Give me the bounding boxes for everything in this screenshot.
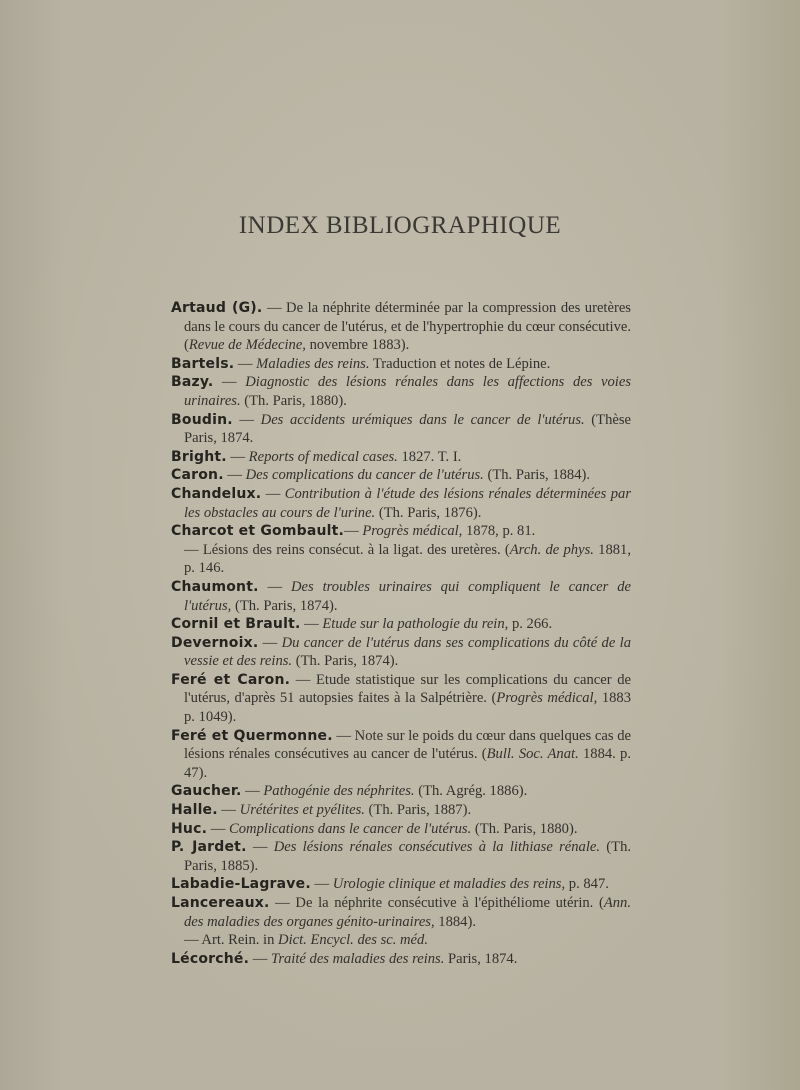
entry-author: Bazy.: [171, 374, 214, 391]
entry-title: Progrès médical,: [362, 523, 463, 540]
entry-text: —: [261, 485, 285, 502]
bibliography-entry: [171, 615, 631, 634]
entry-author: Chandelux.: [171, 485, 262, 502]
entry-author: Lancereaux.: [171, 895, 270, 911]
entry-text: — De la néphrite consécutive à l'épithéliome utérin. (: [269, 895, 604, 911]
entry-title: Arch. de phys.: [509, 541, 594, 558]
bibliography-entry: [171, 950, 631, 969]
entry-text: 1884. p. 47).: [184, 746, 631, 781]
entry-text: —: [310, 876, 333, 893]
entry-text: novembre 1883).: [305, 337, 410, 354]
bibliography-entry: [171, 727, 631, 783]
entry-title: Diagnostic des lésions rénales dans les affections des voies urinaires.: [184, 374, 631, 409]
entry-text: —: [258, 578, 292, 595]
bibliography-entry: [171, 634, 631, 671]
bibliography-entry: [171, 578, 631, 615]
entry-text: —: [246, 839, 274, 856]
entry-title: Dict. Encycl. des sc. méd.: [278, 932, 428, 949]
entry-title: Pathogénie des néphrites.: [263, 783, 415, 800]
bibliography-entry: [171, 411, 631, 448]
entry-text: (Th. Paris, 1880).: [471, 820, 578, 837]
entry-text: (Th. Paris, 1887).: [364, 802, 472, 819]
entry-text: 1881, p. 146.: [184, 541, 632, 577]
entry-title: Des accidents urémiques dans le cancer de l'utérus.: [260, 411, 585, 428]
entry-text: —: [207, 820, 229, 837]
entry-text: (Th. Paris, 1880).: [240, 392, 347, 409]
entry-text: —: [249, 950, 272, 967]
entry-author: Bright.: [171, 448, 227, 465]
entry-author: Cornil et Brault.: [171, 616, 301, 633]
entry-title: Bull. Soc. Anat.: [486, 746, 579, 763]
entry-author: Devernoix.: [171, 634, 259, 651]
entry-title: Traité des maladies des reins.: [271, 950, 445, 967]
bibliography-entry: [171, 838, 631, 875]
entry-text: (Thèse Paris, 1874.: [184, 411, 632, 447]
entry-text: —: [232, 411, 261, 428]
entry-title: Des lésions rénales consécutives à la lithiase rénale.: [273, 839, 601, 856]
entry-text: —: [226, 448, 249, 465]
bibliography-entry: [171, 373, 631, 410]
entry-title: Contribution à l'étude des lésions rénales déterminées par les obstacles au cours de l'urine.: [184, 485, 632, 521]
entry-text: — Note sur le poids du cœur dans quelques cas de lésions rénales consécutives au cancer de l'utérus. (: [184, 727, 631, 763]
entry-title: Etude sur la pathologie du rein,: [322, 616, 509, 633]
entry-text: —: [223, 467, 246, 484]
entry-text: — Lésions des reins consécut. à la ligat. des uretères. (: [184, 541, 510, 558]
bibliography-entry: [171, 485, 631, 522]
bibliography-entry: [171, 448, 631, 467]
entry-title: Progrès médical,: [496, 690, 598, 707]
entry-text: —: [234, 355, 257, 372]
entry-text: — De la néphrite déterminée par la compression des uretères dans le cours du cancer de l'utérus, et de l'hypertrophie du cœur consécutive. (: [184, 300, 631, 354]
entry-title: Des complications du cancer de l'utérus.: [245, 467, 484, 484]
entry-text: —: [241, 783, 264, 800]
entry-text: (Th. Paris, 1885).: [184, 839, 632, 874]
entry-title: Urétérites et pyélites.: [239, 802, 365, 819]
entry-text: —: [344, 523, 363, 540]
entry-text: (Th. Paris, 1874).: [231, 597, 338, 614]
entry-text: (Th. Agrég. 1886).: [414, 783, 528, 800]
entry-text: — Etude statistique sur les complications du cancer de l'utérus, d'après 51 autopsies faites à la Salpétrière. (: [184, 671, 631, 707]
entry-text: p. 847.: [565, 876, 609, 893]
entry-title: Urologie clinique et maladies des reins,: [332, 876, 566, 893]
entry-author: Halle.: [171, 802, 218, 819]
entry-author: Lécorché.: [171, 950, 250, 967]
entry-text: (Th. Paris, 1876).: [375, 504, 482, 521]
bibliography-entry: [171, 782, 631, 801]
entry-author: Chaumont.: [171, 578, 259, 595]
bibliography-entry: [171, 820, 631, 839]
bibliography-entry: [171, 299, 631, 355]
bibliography-entry: [171, 931, 631, 950]
entry-text: 1883 p. 1049).: [184, 690, 632, 726]
entry-title: Ann. des maladies des organes génito-urinaires,: [184, 895, 631, 930]
entry-author: Feré et Quermonne.: [171, 727, 333, 744]
entry-text: —: [258, 634, 282, 651]
entry-text: —: [217, 802, 240, 819]
entry-text: 1884).: [434, 913, 476, 930]
entry-text: p. 266.: [508, 616, 553, 633]
bibliography-entry: [171, 875, 631, 894]
entry-text: —: [213, 374, 246, 391]
entry-author: Gaucher.: [171, 783, 242, 800]
entry-author: Labadie-Lagrave.: [171, 876, 311, 893]
entry-author: Feré et Caron.: [171, 671, 291, 688]
entry-title: Revue de Médecine,: [188, 337, 306, 354]
entry-text: — Art. Rein. in: [184, 932, 279, 949]
entry-author: Huc.: [171, 820, 208, 837]
entry-text: Paris, 1874.: [444, 950, 518, 967]
entry-title: Des troubles urinaires qui compliquent le cancer de l'utérus,: [184, 578, 631, 614]
bibliography-entry: [171, 801, 631, 820]
entry-author: Boudin.: [171, 411, 233, 428]
bibliography-entry: [171, 671, 631, 727]
entry-text: (Th. Paris, 1884).: [483, 467, 591, 484]
entry-title: Reports of medical cases.: [248, 448, 398, 465]
page-title: INDEX BIBLIOGRAPHIQUE: [238, 212, 562, 239]
entry-text: 1827. T. I.: [397, 448, 462, 465]
entry-title: Maladies des reins.: [256, 355, 370, 372]
bibliography-entry: [171, 894, 631, 931]
entry-title: Complications dans le cancer de l'utérus.: [229, 820, 472, 837]
entry-author: Caron.: [171, 467, 224, 484]
entry-author: P. Jardet.: [171, 839, 247, 856]
entry-author: Artaud (G).: [171, 300, 263, 316]
entry-text: —: [300, 616, 323, 633]
bibliography-entry: [171, 541, 631, 578]
bibliography-entry: [171, 466, 631, 485]
entry-text: (Th. Paris, 1874).: [292, 653, 399, 670]
entry-author: Charcot et Gombault.: [171, 523, 345, 540]
bibliography-entry: [171, 355, 631, 374]
entry-author: Bartels.: [171, 355, 235, 372]
entry-text: Traduction et notes de Lépine.: [369, 355, 551, 372]
entry-title: Du cancer de l'utérus dans ses complications du côté de la vessie et des reins.: [184, 634, 631, 670]
bibliography-entry: [171, 522, 631, 541]
entry-text: 1878, p. 81.: [462, 523, 536, 540]
bibliography-list: [171, 299, 631, 968]
